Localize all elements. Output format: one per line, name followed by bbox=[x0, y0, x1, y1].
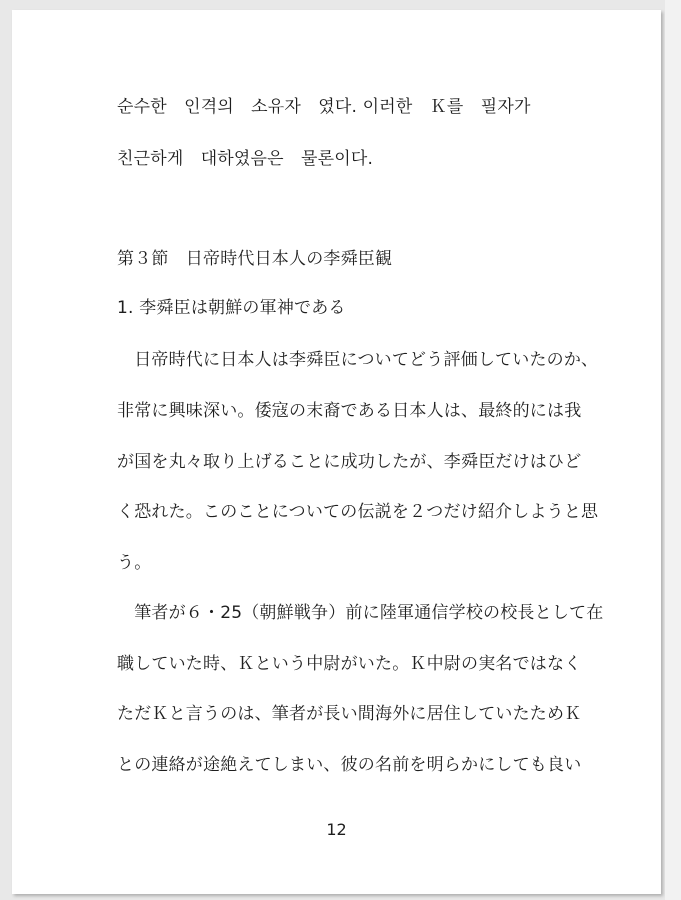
text-line: 筆者が６・25（朝鮮戦争）前に陸軍通信学校の校長として在 bbox=[117, 603, 604, 623]
text-line: との連絡が途絶えてしまい、彼の名前を明らかにしても良い bbox=[117, 755, 582, 775]
text-line: く恐れた。このことについての伝説を２つだけ紹介しようと思 bbox=[117, 502, 599, 522]
section-heading: 第３節 日帝時代日本人の李舜臣観 bbox=[117, 249, 393, 269]
text-line: 친근하게 대하였음은 물론이다. bbox=[117, 149, 374, 169]
text-line: 日帝時代に日本人は李舜臣についてどう評価していたのか、 bbox=[117, 350, 599, 370]
document-page bbox=[12, 10, 661, 894]
subsection-heading: 1. 李舜臣は朝鮮の軍神である bbox=[117, 298, 346, 318]
text-line: う。 bbox=[117, 553, 152, 573]
scrollbar-track[interactable] bbox=[665, 0, 681, 900]
text-line: 순수한 인격의 소유자 였다. 이러한 Ｋ를 필자가 bbox=[117, 97, 531, 117]
text-line: が国を丸々取り上げることに成功したが、李舜臣だけはひど bbox=[117, 452, 582, 472]
text-line: ただＫと言うのは、筆者が長い間海外に居住していたためＫ bbox=[117, 704, 582, 724]
text-line: 非常に興味深い。倭寇の末裔である日本人は、最終的には我 bbox=[117, 401, 582, 421]
text-line: 職していた時、Ｋという中尉がいた。Ｋ中尉の実名ではなく bbox=[117, 654, 582, 674]
page-number: 12 bbox=[326, 820, 347, 839]
